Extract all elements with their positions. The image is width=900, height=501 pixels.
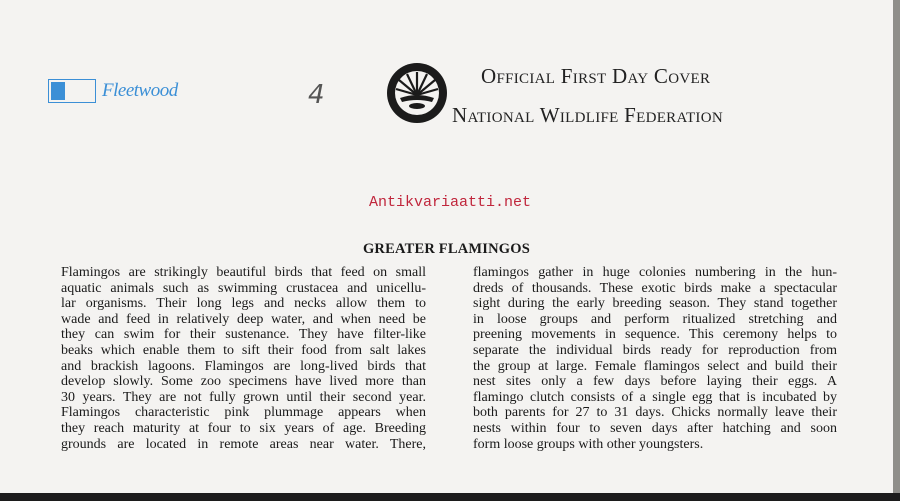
- text-line: preening movements in sequence. This ceremony helps to: [473, 327, 837, 343]
- envelope-edge-bottom: [0, 493, 900, 501]
- header-national-wildlife-federation: National Wildlife Federation: [452, 103, 723, 127]
- article-column-left: [61, 265, 426, 452]
- text-line: nests within four to seven days after hatching and soon: [473, 420, 837, 436]
- text-line: flamingos gather in huge colonies numbering in the hun-: [473, 265, 837, 280]
- article-column-right: [473, 265, 837, 452]
- text-line: in loose groups and perform ritualized stretching and: [473, 311, 837, 327]
- fleetwood-logo-text: Fleetwood: [102, 80, 178, 101]
- text-line: aquatic animals such as swimming crustacea and unicellu-: [61, 280, 426, 296]
- text-line: grounds are located in remote areas near water. There,: [61, 436, 426, 452]
- watermark: Antikvariaatti.net: [369, 194, 532, 211]
- text-line: dreds of thousands. These exotic birds make a spectacular: [473, 280, 837, 296]
- text-line: sight during the early breeding season. They stand together: [473, 296, 837, 312]
- text-line: lar organisms. Their long legs and necks allow them to: [61, 296, 426, 312]
- text-line: separate the individual birds ready for reproduction from: [473, 342, 837, 358]
- fleetwood-logo-mark: [48, 79, 96, 103]
- nwf-seal-icon: [386, 62, 448, 124]
- text-line: they can swim for their sustenance. They have filter-like: [61, 327, 426, 343]
- handwritten-mark: 4: [308, 80, 325, 110]
- text-line: 30 years. They are not fully grown until their second year.: [61, 389, 426, 405]
- text-line: Flamingos characteristic pink plummage appears when: [61, 405, 426, 421]
- text-line: and brackish lagoons. Flamingos are long-lived birds that: [61, 358, 426, 374]
- text-line: develop slowly. Some zoo specimens have lived more than: [61, 374, 426, 390]
- text-line: beaks which enable them to sift their food from salt lakes: [61, 342, 426, 358]
- text-line: they reach maturity at four to six years of age. Breeding: [61, 420, 426, 436]
- text-line: wade and feed in relatively deep water, and when need be: [61, 311, 426, 327]
- header-official-first-day-cover: Official First Day Cover: [481, 64, 711, 88]
- text-line: nest sites only a few days before laying their eggs. A: [473, 374, 837, 390]
- text-line: the group at large. Female flamingos select and build their: [473, 358, 837, 374]
- text-line: both parents for 27 to 31 days. Chicks normally leave their: [473, 405, 837, 421]
- text-line: Flamingos are strikingly beautiful birds that feed on small: [61, 265, 426, 280]
- article-title: GREATER FLAMINGOS: [362, 241, 531, 257]
- text-line: form loose groups with other youngsters.: [473, 436, 704, 452]
- envelope-edge-right: [893, 0, 900, 501]
- text-line: flamingo clutch consists of a single egg that is incubated by: [473, 389, 837, 405]
